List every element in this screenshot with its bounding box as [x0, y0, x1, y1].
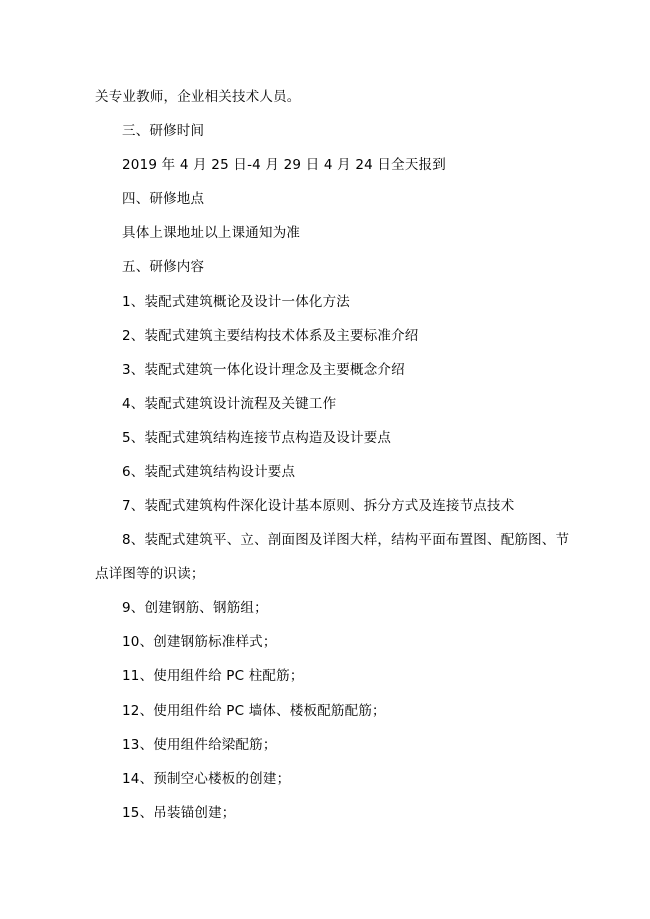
list-item: 5、装配式建筑结构连接节点构造及设计要点 — [122, 430, 392, 446]
list-item: 1、装配式建筑概论及设计一体化方法 — [122, 294, 350, 310]
list-item: 7、装配式建筑构件深化设计基本原则、拆分方式及连接节点技术 — [122, 498, 515, 514]
section-heading-location: 四、研修地点 — [122, 191, 205, 207]
list-item: 15、吊装锚创建； — [122, 805, 236, 821]
list-item: 9、创建钢筋、钢筋组； — [122, 600, 268, 616]
list-item: 11、使用组件给 PC 柱配筋； — [122, 668, 304, 684]
text-line: 关专业教师，企业相关技术人员。 — [95, 89, 301, 105]
list-item: 10、创建钢筋标准样式； — [122, 634, 277, 650]
list-item: 12、使用组件给 PC 墙体、楼板配筋配筋； — [122, 703, 386, 719]
list-item: 4、装配式建筑设计流程及关键工作 — [122, 396, 337, 412]
text-line: 具体上课地址以上课通知为准 — [122, 225, 301, 241]
text-line: 2019 年 4 月 25 日-4 月 29 日 4 月 24 日全天报到 — [122, 157, 446, 173]
list-item: 3、装配式建筑一体化设计理念及主要概念介绍 — [122, 362, 405, 378]
section-heading-time: 三、研修时间 — [122, 123, 205, 139]
list-item: 6、装配式建筑结构设计要点 — [122, 464, 296, 480]
section-heading-content: 五、研修内容 — [122, 259, 205, 275]
list-item: 14、预制空心楼板的创建； — [122, 771, 291, 787]
list-item: 13、使用组件给梁配筋； — [122, 737, 277, 753]
list-item-continuation: 点详图等的识读； — [95, 566, 205, 582]
list-item: 2、装配式建筑主要结构技术体系及主要标准介绍 — [122, 328, 419, 344]
list-item: 8、装配式建筑平、立、剖面图及详图大样，结构平面布置图、配筋图、节 — [122, 532, 570, 548]
